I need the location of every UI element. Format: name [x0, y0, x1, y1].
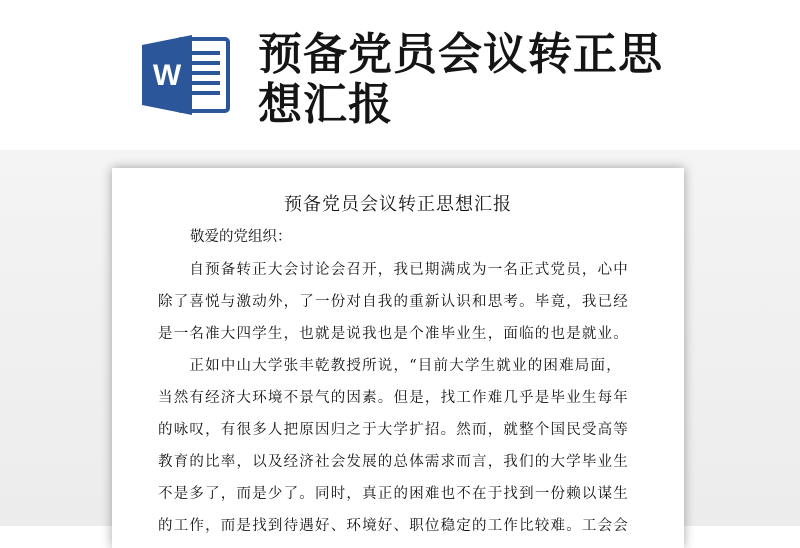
word-icon-letter: W: [152, 59, 182, 92]
paragraph-line: 是一名准大四学生，也就是说我也是个准毕业生，面临的也是就业。: [158, 326, 629, 342]
paragraph-line: 的咏叹，有很多人把原因归之于大学扩招。然而，就整个国民受高等: [158, 422, 629, 438]
document-title: 预备党员会议转正思想汇报: [284, 194, 512, 215]
document-greeting: 敬爱的党组织：: [190, 229, 292, 245]
microsoft-word-icon: [140, 33, 232, 117]
document-page: [112, 168, 684, 548]
paragraph-1: [158, 254, 668, 350]
paragraph-line: 教育的比率，以及经济社会发展的总体需求而言，我们的大学毕业生: [158, 454, 629, 470]
paragraph-line: 不是多了，而是少了。同时，真正的困难也不在于找到一份赖以谋生: [158, 486, 629, 502]
paragraph-line: 自预备转正大会讨论会召开，我已期满成为一名正式党员，心中: [158, 262, 629, 278]
paragraph-line: 除了喜悦与激动外，了一份对自我的重新认识和思考。毕竟，我已经: [158, 294, 629, 310]
paragraph-2: [158, 350, 668, 542]
paragraph-line: 当然有经济大环境不景气的因素。但是，找工作难几乎是毕业生每年: [158, 390, 629, 406]
paragraph-line: 的工作，而是找到待遇好、环境好、职位稳定的工作比较难。工会会: [158, 518, 629, 534]
paragraph-line: 正如中山大学张丰乾教授所说，“目前大学生就业的困难局面，: [158, 358, 622, 374]
page-title: 预备党员会议转正思想汇报: [258, 29, 663, 130]
header-banner: [0, 0, 800, 150]
